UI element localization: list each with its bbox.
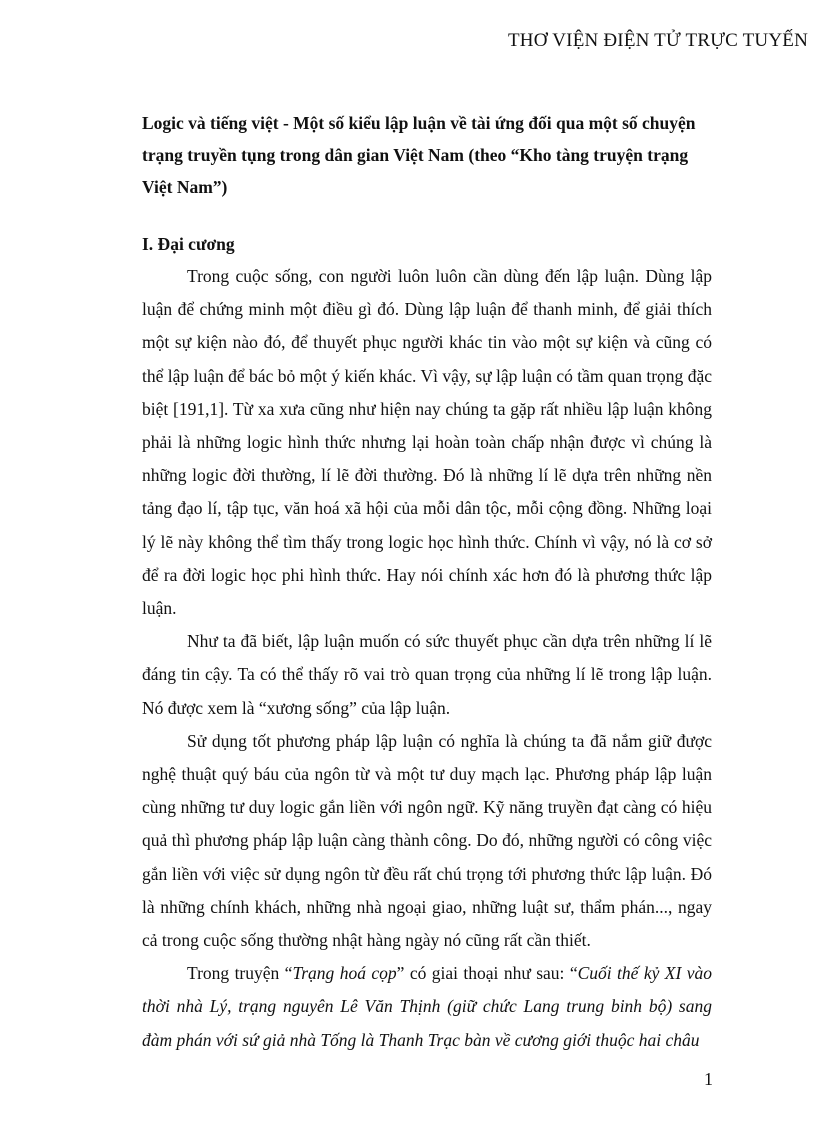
- paragraph: Trong cuộc sống, con người luôn luôn cần dùng đến lập luận. Dùng lập luận để chứng minh một điều gì đó. Dùng lập luận để thanh minh, để giải thích một sự kiện nào đó, để thuyết phục người khác tin vào một sự kiện và cũng có thể lập luận để bác bỏ một ý kiến khác. Vì vậy, sự lập luận có tầm quan trọng đặc biệt [191,1]. Từ xa xưa cũng như hiện nay chúng ta gặp rất nhiều lập luận không phải là những logic hình thức nhưng lại hoàn toàn chấp nhận được vì chúng là những logic đời thường, lí lẽ đời thường. Đó là những lí lẽ dựa trên những nền tảng đạo lí, tập tục, văn hoá xã hội của mỗi dân tộc, mỗi cộng đồng. Những loại lý lẽ này không thể tìm thấy trong logic học hình thức. Chính vì vậy, nó là cơ sở để ra đời logic học phi hình thức. Hay nói chính xác hơn đó là phương thức lập luận.: [142, 266, 712, 619]
- story-quote: Cuối thế kỷ XI vào thời nhà Lý, trạng nguyên Lê Văn Thịnh (giữ chức Lang trung binh bộ) sang đàm phán với sứ giả nhà Tống là Thanh Trạc bàn về cương giới thuộc hai châu: [142, 963, 712, 1050]
- section-heading: I. Đại cương: [142, 234, 235, 254]
- paragraph-lead: Trong truyện “: [187, 963, 293, 984]
- paragraph-middle: ” có giai thoại như sau: “: [396, 963, 578, 984]
- paragraph-with-quote: [142, 957, 712, 1057]
- paragraph: Sử dụng tốt phương pháp lập luận có nghĩa là chúng ta đã nắm giữ được nghệ thuật quý báu của ngôn từ và một tư duy mạch lạc. Phương pháp lập luận cùng những tư duy logic gắn liền với ngôn ngữ. Kỹ năng truyền đạt càng có hiệu quả thì phương pháp lập luận càng thành công. Do đó, những người có công việc gắn liền với việc sử dụng ngôn từ đều rất chú trọng tới phương thức lập luận. Đó là những chính khách, những nhà ngoại giao, những luật sư, thẩm phán..., ngay cả trong cuộc sống thường nhật hàng ngày nó cũng rất cần thiết.: [142, 730, 712, 951]
- paragraph: Như ta đã biết, lập luận muốn có sức thuyết phục cần dựa trên những lí lẽ đáng tin cậy. Ta có thể thấy rõ vai trò quan trọng của những lí lẽ trong lập luận. Nó được xem là “xương sống” của lập luận.: [142, 631, 712, 718]
- page-number: 1: [704, 1069, 713, 1089]
- document-title: Logic và tiếng việt - Một số kiểu lập luận về tài ứng đối qua một số chuyện trạng truyền tụng trong dân gian Việt Nam (theo “Kho tàng truyện trạng Việt Nam”): [142, 113, 696, 197]
- document-body: [142, 107, 712, 1057]
- story-title: Trạng hoá cọp: [292, 963, 397, 984]
- site-header: THƠ VIỆN ĐIỆN TỬ TRỰC TUYẾN: [508, 30, 808, 51]
